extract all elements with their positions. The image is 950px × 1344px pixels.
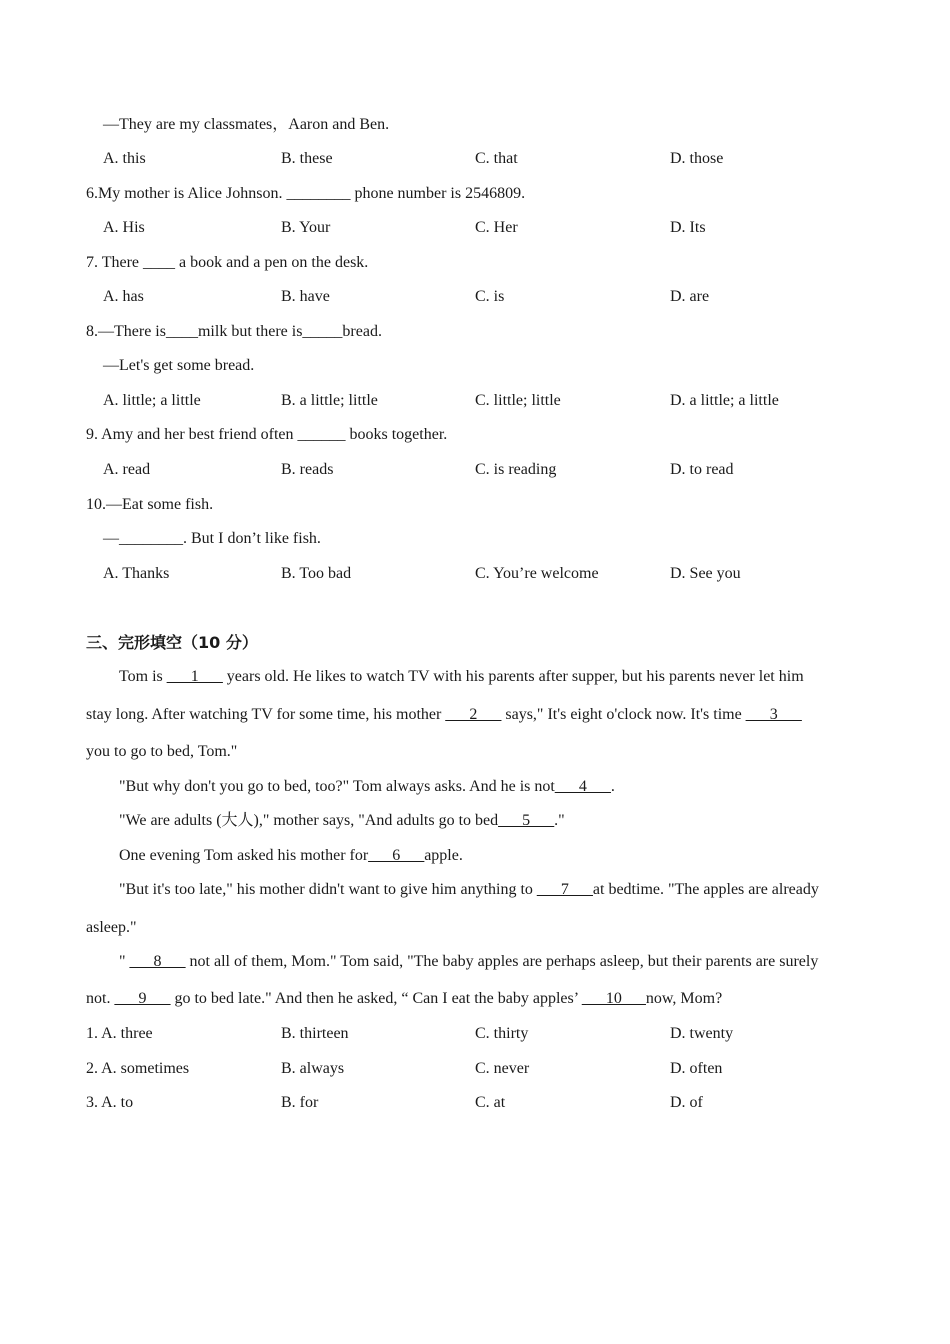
q8-reply: —Let's get some bread.	[103, 357, 255, 374]
passage-line-8: asleep."	[86, 919, 137, 936]
passage-text: One evening Tom asked his mother for	[119, 847, 369, 864]
passage-line-7	[119, 880, 819, 900]
q7-option-b: B. have	[281, 288, 330, 305]
cloze-3-option-d: D. of	[670, 1094, 703, 1111]
q10-option-c: C. You’re welcome	[475, 565, 599, 582]
q6-option-b: B. Your	[281, 219, 331, 236]
cloze-2-option-d: D. often	[670, 1060, 723, 1077]
passage-text: "	[119, 953, 130, 970]
cloze-2-option-c: C. never	[475, 1060, 530, 1077]
cloze-2-option-b: B. always	[281, 1060, 345, 1077]
q5-option-c: C. that	[475, 150, 518, 167]
q8-stem	[86, 322, 382, 342]
q8-blank-2: _____	[302, 323, 343, 340]
q8-stem-post: bread.	[342, 323, 382, 340]
passage-line-3: you to go to bed, Tom."	[86, 743, 238, 760]
passage-text: stay long. After watching TV for some time, his mother	[86, 706, 446, 723]
q6-stem-pre: 6.My mother is Alice Johnson.	[86, 185, 287, 202]
q7-option-a: A. has	[103, 288, 144, 305]
q6-stem	[86, 184, 525, 204]
passage-text: years old. He likes to watch TV with his parents after supper, but his parents never let him	[222, 668, 804, 685]
passage-text: at bedtime. "The apples are already	[592, 881, 819, 898]
passage-text: apple.	[424, 847, 463, 864]
cloze-blank-10: ___10___	[581, 990, 646, 1007]
q9-option-d: D. to read	[670, 461, 734, 478]
cloze-2-option-a: 2. A. sometimes	[86, 1060, 190, 1077]
cloze-3-option-b: B. for	[281, 1094, 319, 1111]
passage-line-1	[119, 667, 804, 687]
passage-line-9	[119, 952, 818, 972]
passage-line-5	[119, 811, 565, 831]
q9-stem: 9. Amy and her best friend often ______ books together.	[86, 426, 448, 443]
passage-text: Tom is	[119, 668, 167, 685]
q8-stem-mid: milk but there is	[197, 323, 303, 340]
cloze-blank-2: ___2___	[445, 706, 502, 723]
passage-text: .	[610, 778, 615, 795]
cloze-blank-9: ___9___	[114, 990, 171, 1007]
cloze-1-option-d: D. twenty	[670, 1025, 734, 1042]
q6-option-a: A. His	[103, 219, 145, 236]
q7-option-c: C. is	[475, 288, 505, 305]
passage-text: "But why don't you go to bed, too?" Tom always asks. And he is not	[119, 778, 555, 795]
passage-text: ."	[554, 812, 565, 829]
q10-option-d: D. See you	[670, 565, 741, 582]
cloze-blank-3: ___3___	[745, 706, 802, 723]
q10-reply: —________. But I don’t like fish.	[103, 530, 321, 547]
q8-option-c: C. little; little	[475, 392, 561, 409]
cloze-blank-6: ___6___	[368, 847, 425, 864]
q8-option-b: B. a little; little	[281, 392, 378, 409]
passage-text: says," It's eight o'clock now. It's time	[501, 706, 746, 723]
q7-stem: 7. There ____ a book and a pen on the desk.	[86, 254, 369, 271]
q6-blank: ________	[286, 185, 351, 202]
q6-option-c: C. Her	[475, 219, 518, 236]
q5-option-b: B. these	[281, 150, 333, 167]
cloze-3-option-c: C. at	[475, 1094, 506, 1111]
cloze-3-option-a: 3. A. to	[86, 1094, 134, 1111]
passage-text: not all of them, Mom." Tom said, "The baby apples are perhaps asleep, but their parents are surely	[185, 953, 819, 970]
q9-option-c: C. is reading	[475, 461, 557, 478]
passage-text: go to bed late." And then he asked, “ Can I eat the baby apples’	[170, 990, 582, 1007]
cloze-blank-1: ___1___	[166, 668, 223, 685]
passage-text: not.	[86, 990, 115, 1007]
section-3-heading: 三、完形填空（10 分）	[86, 633, 258, 652]
passage-line-2	[86, 705, 802, 725]
cloze-blank-8: ___8___	[129, 953, 186, 970]
cloze-blank-5: ___5___	[498, 812, 555, 829]
q10-option-b: B. Too bad	[281, 565, 352, 582]
passage-line-6	[119, 846, 463, 866]
q7-option-d: D. are	[670, 288, 710, 305]
q9-option-a: A. read	[103, 461, 151, 478]
passage-text: "But it's too late," his mother didn't want to give him anything to	[119, 881, 537, 898]
q9-option-b: B. reads	[281, 461, 334, 478]
passage-line-10	[86, 989, 722, 1009]
cloze-1-option-c: C. thirty	[475, 1025, 529, 1042]
q6-stem-post: phone number is 2546809.	[350, 185, 526, 202]
q5-option-a: A. this	[103, 150, 146, 167]
passage-line-4	[119, 777, 615, 797]
q8-blank-1: ____	[165, 323, 198, 340]
cloze-1-option-b: B. thirteen	[281, 1025, 349, 1042]
q8-option-a: A. little; a little	[103, 392, 201, 409]
cloze-blank-7: ___7___	[536, 881, 593, 898]
q10-option-a: A. Thanks	[103, 565, 170, 582]
cloze-blank-4: ___4___	[554, 778, 611, 795]
cloze-1-option-a: 1. A. three	[86, 1025, 153, 1042]
q8-option-d: D. a little; a little	[670, 392, 779, 409]
q8-stem-pre: 8.—There is	[86, 323, 166, 340]
passage-text: now, Mom?	[645, 990, 723, 1007]
q5-option-d: D. those	[670, 150, 724, 167]
q5-answer-line: —They are my classmates，Aaron and Ben.	[103, 116, 390, 133]
passage-text: "We are adults (大人)," mother says, "And adults go to bed	[119, 812, 499, 829]
q10-stem: 10.—Eat some fish.	[86, 496, 214, 513]
q6-option-d: D. Its	[670, 219, 706, 236]
